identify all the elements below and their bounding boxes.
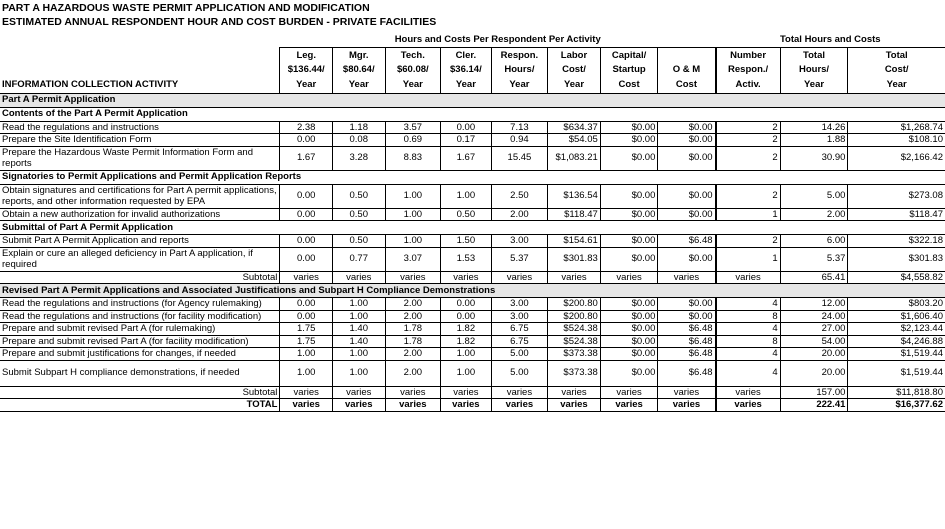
cell-col-2: 1.78 [385,335,441,348]
cell-col-3: 0.17 [441,134,492,147]
cell-col-6: $0.00 [600,184,658,208]
cell-col-3: 1.53 [441,247,492,271]
cell-col-9: 30.90 [780,146,848,170]
cell-col-2: 2.00 [385,298,441,311]
section-label: Revised Part A Permit Applications and Associated Justifications and Subpart H Compliance Demonstrations [0,284,945,298]
header-group-per-respondent: Hours and Costs Per Respondent Per Activity [394,34,601,46]
header-col-8-line-0: Number [716,48,781,63]
cell-col-9: 24.00 [780,310,848,323]
cell-col-6: $0.00 [600,323,658,336]
header-col-2-line-1: $60.08/ [385,63,441,78]
activity-label: Prepare and submit revised Part A (for facility modification) [0,335,280,348]
cell-col-9: 20.00 [780,348,848,361]
subtotal-row [0,271,945,284]
cell-col-3: 0.00 [441,121,492,134]
cell-col-4: 3.00 [491,235,548,248]
cell-col-8: 4 [716,298,781,311]
cell-col-8: 4 [716,360,781,386]
cell-col-8: 1 [716,247,781,271]
header-col-3-line-2: Year [441,78,492,94]
header-col-5-line-1: Cost/ [548,63,601,78]
cell-col-6: varies [600,271,658,284]
table-row [0,208,945,221]
table-row [0,184,945,208]
cell-col-0: 0.00 [280,134,333,147]
header-group-totals: Total Hours and Costs [779,34,881,46]
document-title-block [0,0,945,33]
cell-col-5: $524.38 [548,335,601,348]
activity-label: Read the regulations and instructions [0,121,280,134]
cell-col-2: 1.00 [385,184,441,208]
cell-col-7: $6.48 [658,348,716,361]
cell-col-7: varies [658,399,716,412]
cell-col-5: $154.61 [548,235,601,248]
header-col-6-line-2: Cost [600,78,658,94]
cell-col-0: 1.00 [280,348,333,361]
cell-col-10: $803.20 [848,298,945,311]
activity-label: Prepare and submit revised Part A (for rulemaking) [0,323,280,336]
cell-col-7: $0.00 [658,310,716,323]
cell-col-7: $6.48 [658,360,716,386]
cell-col-7: $0.00 [658,298,716,311]
header-col-2-line-0: Tech. [385,48,441,63]
cell-col-3: 0.00 [441,298,492,311]
cell-col-0: 1.00 [280,360,333,386]
cell-col-2: 1.78 [385,323,441,336]
header-col-1-line-0: Mgr. [332,48,385,63]
cell-col-2: 2.00 [385,360,441,386]
header-col-10-line-1: Cost/ [848,63,945,78]
cell-col-3: 1.00 [441,348,492,361]
cell-col-1: 0.50 [332,235,385,248]
header-col-7-line-2: Cost [658,78,716,94]
cell-col-1: 1.00 [332,298,385,311]
cell-col-3: 1.82 [441,323,492,336]
cell-col-4: 2.50 [491,184,548,208]
cell-col-5: $200.80 [548,310,601,323]
activity-label: Submit Subpart H compliance demonstrations, if needed [0,360,280,386]
header-col-9-line-0: Total [780,48,848,63]
cell-col-2: 2.00 [385,310,441,323]
cell-col-6: $0.00 [600,134,658,147]
header-col-4-line-0: Respon. [491,48,548,63]
subsection-header-row [0,107,945,121]
cell-col-9: 54.00 [780,335,848,348]
cell-col-2: 3.57 [385,121,441,134]
header-col-5-line-2: Year [548,78,601,94]
header-col-0-line-2: Year [280,78,333,94]
header-row [0,63,945,78]
header-activity-label: INFORMATION COLLECTION ACTIVITY [2,79,179,91]
cell-col-8: 2 [716,134,781,147]
cell-col-9: 157.00 [780,386,848,399]
cell-col-2: varies [385,386,441,399]
cell-col-0: varies [280,271,333,284]
header-col-5-line-0: Labor [548,48,601,63]
cell-col-1: 3.28 [332,146,385,170]
cell-col-5: varies [548,386,601,399]
cell-col-1: 1.40 [332,335,385,348]
cell-col-5: $634.37 [548,121,601,134]
activity-label: TOTAL [0,399,280,412]
cell-col-4: 3.00 [491,298,548,311]
cell-col-4: 7.13 [491,121,548,134]
header-col-2-line-2: Year [385,78,441,94]
activity-label: Subtotal [0,271,280,284]
document-title: PART A HAZARDOUS WASTE PERMIT APPLICATION AND MODIFICATION [2,2,370,14]
cell-col-9: 222.41 [780,399,848,412]
table-row [0,298,945,311]
cell-col-6: varies [600,386,658,399]
table-row [0,360,945,386]
cell-col-9: 5.37 [780,247,848,271]
cell-col-1: 1.00 [332,310,385,323]
cell-col-5: varies [548,271,601,284]
cell-col-5: $373.38 [548,360,601,386]
cell-col-4: 6.75 [491,323,548,336]
cell-col-0: 2.38 [280,121,333,134]
total-row [0,399,945,412]
cell-col-9: 65.41 [780,271,848,284]
cell-col-6: $0.00 [600,247,658,271]
cell-col-8: 8 [716,310,781,323]
activity-label: Prepare the Hazardous Waste Permit Information Form and reports [0,146,280,170]
cell-col-9: 27.00 [780,323,848,336]
cell-col-0: 0.00 [280,208,333,221]
header-col-4-line-2: Year [491,78,548,94]
table-row [0,134,945,147]
header-col-10-line-0: Total [848,48,945,63]
header-col-10-line-2: Year [848,78,945,94]
table-row [0,247,945,271]
cell-col-10: $2,123.44 [848,323,945,336]
cell-col-9: 1.88 [780,134,848,147]
cell-col-9: 5.00 [780,184,848,208]
cell-col-8: 8 [716,335,781,348]
cell-col-0: 1.75 [280,335,333,348]
table-row [0,335,945,348]
cell-col-4: varies [491,271,548,284]
activity-label: Prepare and submit justifications for changes, if needed [0,348,280,361]
header-col-6-line-1: Startup [600,63,658,78]
header-col-0-line-0: Leg. [280,48,333,63]
cell-col-5: varies [548,399,601,412]
cell-col-2: 3.07 [385,247,441,271]
cell-col-7: $0.00 [658,247,716,271]
activity-label: Subtotal [0,386,280,399]
cell-col-7: $0.00 [658,121,716,134]
table-row [0,323,945,336]
cell-col-5: $1,083.21 [548,146,601,170]
header-col-9-line-1: Hours/ [780,63,848,78]
cell-col-1: 0.50 [332,208,385,221]
cell-col-4: 5.00 [491,360,548,386]
cell-col-5: $118.47 [548,208,601,221]
cell-col-8: 2 [716,146,781,170]
cell-col-7: $0.00 [658,184,716,208]
cell-col-0: 1.75 [280,323,333,336]
cell-col-9: 6.00 [780,235,848,248]
header-group-row [0,33,945,48]
cell-col-6: $0.00 [600,360,658,386]
cell-col-2: 2.00 [385,348,441,361]
cell-col-3: 1.00 [441,184,492,208]
cell-col-6: $0.00 [600,121,658,134]
cell-col-10: $301.83 [848,247,945,271]
cell-col-10: $4,246.88 [848,335,945,348]
cell-col-4: varies [491,399,548,412]
cell-col-1: 1.00 [332,360,385,386]
cell-col-0: varies [280,386,333,399]
cell-col-6: $0.00 [600,335,658,348]
cell-col-3: 1.82 [441,335,492,348]
cell-col-4: 15.45 [491,146,548,170]
header-col-1-line-1: $80.64/ [332,63,385,78]
cell-col-2: 1.00 [385,235,441,248]
cell-col-8: 1 [716,208,781,221]
activity-label: Explain or cure an alleged deficiency in Part A application, if required [0,247,280,271]
table-row [0,310,945,323]
cell-col-3: 0.50 [441,208,492,221]
cell-col-10: $118.47 [848,208,945,221]
cell-col-7: varies [658,271,716,284]
header-row [0,48,945,63]
cell-col-4: varies [491,386,548,399]
cell-col-1: varies [332,399,385,412]
cell-col-6: varies [600,399,658,412]
subsection-header-row [0,170,945,184]
cell-col-4: 6.75 [491,335,548,348]
header-col-0-line-1: $136.44/ [280,63,333,78]
table-row [0,121,945,134]
cell-col-6: $0.00 [600,146,658,170]
cell-col-1: 1.40 [332,323,385,336]
header-row [0,78,945,94]
cell-col-5: $136.54 [548,184,601,208]
table-row [0,235,945,248]
header-col-8-line-1: Respon./ [716,63,781,78]
cell-col-3: 1.50 [441,235,492,248]
cell-col-1: 0.08 [332,134,385,147]
section-header-row [0,93,945,107]
cell-col-10: $1,519.44 [848,348,945,361]
cell-col-10: $2,166.42 [848,146,945,170]
cell-col-7: $6.48 [658,235,716,248]
cell-col-4: 3.00 [491,310,548,323]
cell-col-8: varies [716,399,781,412]
cell-col-4: 5.37 [491,247,548,271]
header-col-6-line-0: Capital/ [600,48,658,63]
header-col-7-line-1: O & M [658,63,716,78]
cell-col-1: 1.18 [332,121,385,134]
cell-col-0: 0.00 [280,298,333,311]
activity-label: Read the regulations and instructions (for Agency rulemaking) [0,298,280,311]
cell-col-2: varies [385,271,441,284]
cell-col-3: varies [441,399,492,412]
cell-col-6: $0.00 [600,348,658,361]
cell-col-6: $0.00 [600,298,658,311]
cell-col-3: varies [441,271,492,284]
header-col-1-line-2: Year [332,78,385,94]
cell-col-9: 20.00 [780,360,848,386]
cell-col-9: 12.00 [780,298,848,311]
cell-col-10: $273.08 [848,184,945,208]
burden-table [0,33,945,412]
table-row [0,146,945,170]
cell-col-0: 0.00 [280,184,333,208]
activity-label: Prepare the Site Identification Form [0,134,280,147]
header-col-3-line-1: $36.14/ [441,63,492,78]
cell-col-10: $4,558.82 [848,271,945,284]
cell-col-3: 1.67 [441,146,492,170]
cell-col-10: $1,268.74 [848,121,945,134]
cell-col-0: 0.00 [280,235,333,248]
cell-col-8: varies [716,271,781,284]
section-label: Signatories to Permit Applications and Permit Application Reports [0,170,945,184]
activity-label: Obtain a new authorization for invalid authorizations [0,208,280,221]
header-col-9-line-2: Year [780,78,848,94]
cell-col-4: 0.94 [491,134,548,147]
cell-col-10: $1,606.40 [848,310,945,323]
cell-col-4: 2.00 [491,208,548,221]
cell-col-2: 0.69 [385,134,441,147]
subsection-header-row [0,221,945,235]
cell-col-0: varies [280,399,333,412]
header-col-3-line-0: Cler. [441,48,492,63]
section-header-row [0,284,945,298]
cell-col-2: varies [385,399,441,412]
cell-col-10: $108.10 [848,134,945,147]
header-col-7-line-0 [658,48,716,63]
cell-col-5: $301.83 [548,247,601,271]
cell-col-9: 2.00 [780,208,848,221]
cell-col-0: 0.00 [280,310,333,323]
header-col-4-line-1: Hours/ [491,63,548,78]
cell-col-7: varies [658,386,716,399]
cell-col-7: $0.00 [658,134,716,147]
cell-col-2: 1.00 [385,208,441,221]
cell-col-0: 0.00 [280,247,333,271]
cell-col-10: $322.18 [848,235,945,248]
subtotal-row [0,386,945,399]
cell-col-7: $6.48 [658,335,716,348]
cell-col-10: $16,377.62 [848,399,945,412]
cell-col-7: $0.00 [658,208,716,221]
cell-col-1: 1.00 [332,348,385,361]
cell-col-8: varies [716,386,781,399]
cell-col-3: varies [441,386,492,399]
cell-col-4: 5.00 [491,348,548,361]
cell-col-2: 8.83 [385,146,441,170]
cell-col-1: varies [332,271,385,284]
cell-col-6: $0.00 [600,208,658,221]
section-label: Submittal of Part A Permit Application [0,221,945,235]
header-col-8-line-2: Activ. [716,78,781,94]
cell-col-5: $524.38 [548,323,601,336]
section-label: Contents of the Part A Permit Application [0,107,945,121]
cell-col-6: $0.00 [600,310,658,323]
cell-col-3: 1.00 [441,360,492,386]
cell-col-9: 14.26 [780,121,848,134]
cell-col-10: $11,818.80 [848,386,945,399]
cell-col-6: $0.00 [600,235,658,248]
cell-col-1: varies [332,386,385,399]
cell-col-8: 2 [716,121,781,134]
cell-col-3: 0.00 [441,310,492,323]
activity-label: Read the regulations and instructions (for facility modification) [0,310,280,323]
cell-col-7: $0.00 [658,146,716,170]
table-row [0,348,945,361]
cell-col-5: $54.05 [548,134,601,147]
cell-col-7: $6.48 [658,323,716,336]
cell-col-1: 0.77 [332,247,385,271]
cell-col-8: 2 [716,235,781,248]
cell-col-5: $373.38 [548,348,601,361]
document-subtitle: ESTIMATED ANNUAL RESPONDENT HOUR AND COST BURDEN - PRIVATE FACILITIES [2,16,437,28]
cell-col-8: 4 [716,323,781,336]
cell-col-1: 0.50 [332,184,385,208]
activity-label: Obtain signatures and certifications for Part A permit applications, reports, and other information requested by EPA [0,184,280,208]
cell-col-0: 1.67 [280,146,333,170]
cell-col-10: $1,519.44 [848,360,945,386]
activity-label: Submit Part A Permit Application and reports [0,235,280,248]
cell-col-8: 2 [716,184,781,208]
cell-col-5: $200.80 [548,298,601,311]
section-label: Part A Permit Application [0,93,945,107]
cell-col-8: 4 [716,348,781,361]
